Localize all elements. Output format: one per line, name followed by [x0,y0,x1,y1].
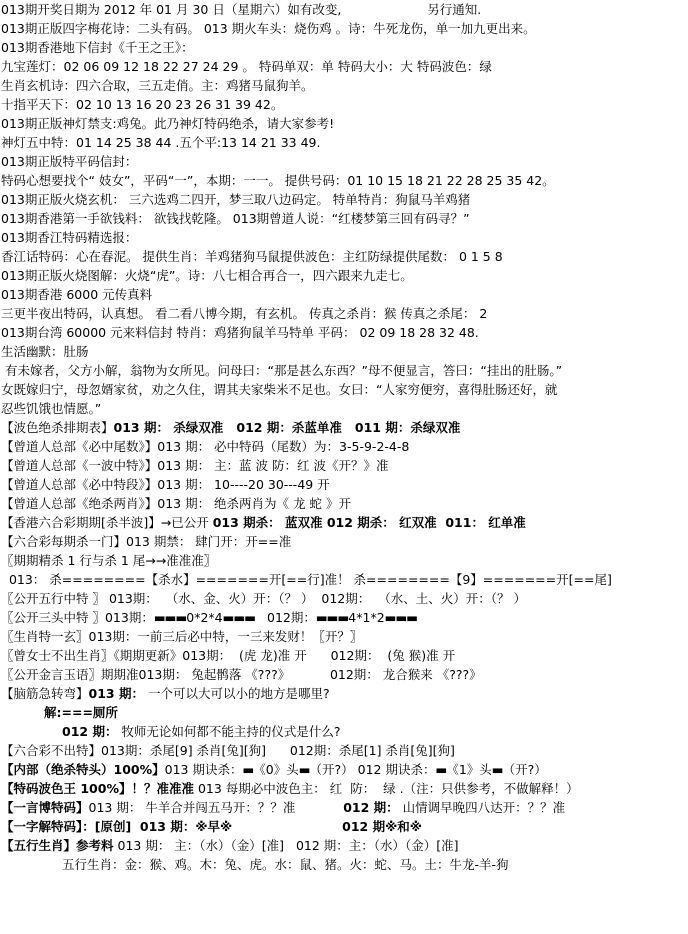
line-teaser-012: 012 期： 牧师无论如何都不能主持的仪式是什么? [62,724,341,739]
line-no-special: 【六合彩不出特】013期：杀尾[9] 杀肖[兔][狗] 012期：杀尾[1] 杀肖[兔][狗] [1,743,455,758]
line-one-word: 【一言博特码】013 期： 牛羊合并闯五马开：？？准 012 期： 山情调早晚四八达开：？？准 [1,800,566,815]
line-xiangjiang-title: 013期香江特码精选报： [1,230,138,245]
line-hk-envelope-title: 013期香港地下信封《千王之王》： [1,40,194,55]
line-xiangjiang-words: 香江话特码：心在春泥。 提供生肖：羊鸡猪狗马鼠提供波色：主红防绿提供尾数： 0 1 5 8 [1,249,503,264]
line-three-heads: 〖公开三头中特 〗013期：▬▬▬0*2*4▬▬▬ 012期：▬▬▬4*1*2▬▬▬ [1,610,418,625]
line-inner-kill: 【内部（绝杀特头）100%】013 期诀杀：▬《0》头▬（开?） 012 期诀杀：▬《1》头▬（开?） [1,762,547,777]
line-nine-lotus: 九宝莲灯：02 06 09 12 18 22 27 24 29 。 特码单双：单 特码大小：大 特码波色：绿 [1,59,492,74]
line-humor-1: 有未嫁者，父方小解，翁物为女所见。问母曰：“那是甚么东西？”母不便显言，答曰：“挂出的肚肠。” [1,363,563,378]
line-one-wave: 【曾道人总部《一波中特》】013 期： 主：蓝 波 防：红 波《开？》准 [1,458,389,473]
line-two-zodiac: 【曾道人总部《绝杀两肖》】013 期： 绝杀两肖为《 龙 蛇 》开 [1,496,351,511]
line-number-range: 【曾道人总部《必中特段》】013 期： 10----20 30---49 开 [1,477,330,492]
line-humor-title: 生活幽默：肚肠 [1,344,89,359]
line-zodiac-mystery: 〖生肖特一玄〗013期：一前三后必中特，一三来发财！〖开？〗 [1,629,363,644]
line-five-zodiac-ref: 【五行生肖】参考料 013 期： 主：（水）（金）[准] 012 期：主：（水）（金）[准] [1,838,459,853]
line-lamp-five: 神灯五中特：01 14 25 38 44 .五个平:13 14 21 33 49. [1,135,321,150]
line-precise-kill: 〖期期精杀 1 行与杀 1 尾→→准准准〗 [1,553,217,568]
line-lamp-ban: 013期正版神灯禁支:鸡兔。此乃神灯特码绝杀，请大家参考! [1,116,335,131]
line-ten-fingers: 十指平天下：02 10 13 16 20 23 26 31 39 42。 [1,97,284,112]
line-plum-poem: 013期正版四字梅花诗：二头有码。 013 期火车头：烧伤鸡 。诗：牛死龙伤，单一加九更出来。 [1,21,536,36]
line-brain-teaser: 【脑筋急转弯】013 期： 一个可以大可以小的地方是哪里? [1,686,330,701]
line-golden-words: 〖公开金言玉语〗期期准013期： 兔起鹘落 《???》 012期： 龙合猴来 《???》 [1,667,482,682]
line-special-envelope: 013期正版特平码信封： [1,154,138,169]
line-fire-mystery: 013期正版火烧玄机： 三六选鸡二四开，梦三取八边码定。 特单特肖：狗鼠马羊鸡猪 [1,192,471,207]
line-humor-3: 忍些饥饿也情愿。” [1,401,102,416]
line-draw-date: 013期开奖日期为 2012 年 01 月 30 日（星期六）如有改变, 另行通知. [1,2,482,17]
line-color-kill-table: 【波色绝杀排期表】013 期： 杀绿双准 012 期：杀蓝单准 011 期：杀绿双准 [1,420,461,435]
line-one-char: 【一字解特码】：[原创] 013 期：※早※ 012 期※和※ [1,819,422,834]
line-humor-2: 女既嫁归宁，母忽婿家贫，劝之久住，谓其夫家柴米不足也。女曰：“人家穷便穷，喜得肚肠还好，就 [1,382,558,397]
line-kill-door: 【六合彩每期杀一门】013 期禁： 肆门开：开==准 [1,534,292,549]
line-hk-fax-title: 013期香港 6000 元传真料 [1,287,153,302]
line-five-elements: 〖公开五行中特 〗 013期： （水、金、火）开：（？ ） 012期： （水、土、火）开：（？ ） [1,591,526,606]
line-hk-first-hand: 013期香港第一手欲钱料： 欲钱找乾隆。 013期曾道人说：“红楼梦第三回有码寻？” [1,211,470,226]
line-kill-water: 013： 杀========【杀水】=======开[==行]准！ 杀========【9】=======开[==尾] [1,572,612,587]
line-teaser-answer: 解:===厕所 [44,705,118,720]
line-madam-zeng: 〖曾女士不出生肖〗《期期更新》013期： (虎 龙)准 开 012期： (兔 猴)准 开 [1,648,456,663]
line-zodiac-poem: 生肖玄机诗：四六合取，三五走俏。主：鸡猪马鼠狗羊。 [1,78,314,93]
line-tail-numbers: 【曾道人总部《必中尾数》】013 期： 必中特码（尾数）为：3-5-9-2-4-8 [1,439,410,454]
line-five-zodiac-list: 五行生肖：金：猴、鸡。木：兔、虎。水：鼠、猪。火：蛇、马。土：牛龙-羊-狗 [62,857,509,872]
line-fire-diagram: 013期正版火烧图解：火烧“虎”。诗：八七相合再合一，四六跟来九走七。 [1,268,413,283]
line-half-wave: 【香港六合彩期期[杀半波]】→已公开 013 期杀： 蓝双准 012 期杀： 红双准 011： 红单准 [1,515,526,530]
line-wave-king: 【特码波色王 100%】！？准准准 013 每期必中波色主： 红 防： 绿 .（注：只供参考，不做解释！） [1,781,579,796]
line-taiwan-envelope: 013期台湾 60000 元来料信封 特肖：鸡猪狗鼠羊马特单 平码： 02 09 18 28 32 48. [1,325,479,340]
line-midnight: 三更半夜出特码，认真想。 看二看八博今期，有玄机。 传真之杀肖：猴 传真之杀尾： 2 [1,306,488,321]
line-special-heart: 特码心想要找个“ 妓女”，平码“一”，本期：一一。 提供号码：01 10 15 18 21 22 28 25 35 42。 [1,173,555,188]
